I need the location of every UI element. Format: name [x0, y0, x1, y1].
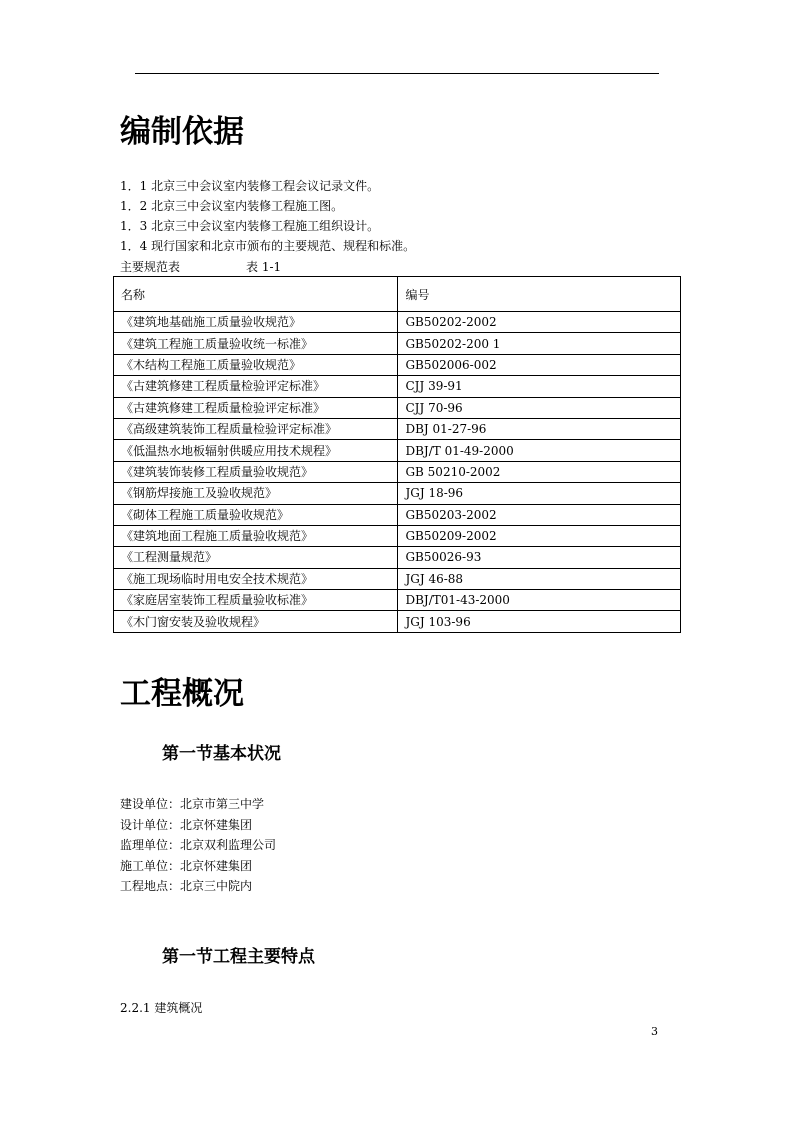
spec-name-cell: 《钢筋焊接施工及验收规范》: [114, 483, 398, 504]
spec-name-cell: 《施工现场临时用电安全技术规范》: [114, 568, 398, 589]
table-row: [114, 568, 681, 589]
unit-item: 监理单位：北京双利监理公司: [120, 838, 277, 852]
unit-item: 设计单位：北京怀建集团: [120, 817, 253, 832]
spec-code-cell: DBJ 01-27-96: [398, 418, 681, 439]
table-caption: [120, 259, 281, 275]
table-row: [114, 333, 681, 354]
table-row: [114, 461, 681, 482]
table-header-row: [114, 277, 681, 312]
spec-code-cell: JGJ 18-96: [398, 483, 681, 504]
table-header-code: 编号: [398, 277, 681, 312]
basis-list: [120, 176, 415, 256]
table-header-name: 名称: [114, 277, 398, 312]
spec-name-cell: 《砌体工程施工质量验收规范》: [114, 504, 398, 525]
table-row: [114, 376, 681, 397]
spec-name-cell: 《古建筑修建工程质量检验评定标准》: [114, 397, 398, 418]
basis-item: 1．2 北京三中会议室内装修工程施工图。: [120, 199, 344, 213]
table-row: [114, 418, 681, 439]
unit-item: 施工单位：北京怀建集团: [120, 858, 253, 873]
table-row: [114, 312, 681, 333]
spec-name-cell: 《家庭居室装饰工程质量验收标准》: [114, 590, 398, 611]
spec-name-cell: 《木门窗安装及验收规程》: [114, 611, 398, 632]
spec-code-cell: GB50209-2002: [398, 525, 681, 546]
spec-code-cell: CJJ 39-91: [398, 376, 681, 397]
heading-overview: 工程概况: [120, 676, 244, 712]
spec-code-cell: GB50202-2002: [398, 312, 681, 333]
spec-name-cell: 《建筑装饰装修工程质量验收规范》: [114, 461, 398, 482]
unit-item: 工程地点：北京三中院内: [120, 879, 253, 893]
section-features-title: 第一节工程主要特点: [162, 947, 315, 967]
table-row: [114, 440, 681, 461]
spec-table: [113, 276, 681, 633]
section-basic-title: 第一节基本状况: [162, 744, 281, 764]
table-row: [114, 525, 681, 546]
spec-name-cell: 《工程测量规范》: [114, 547, 398, 568]
unit-item: 建设单位：北京市第三中学: [120, 797, 265, 811]
page-number: 3: [651, 1025, 658, 1038]
basis-item: 1．1 北京三中会议室内装修工程会议记录文件。: [120, 179, 380, 193]
header-rule: [135, 73, 659, 74]
heading-basis: 编制依据: [120, 114, 244, 150]
spec-name-cell: 《古建筑修建工程质量检验评定标准》: [114, 376, 398, 397]
table-caption-title: 主要规范表: [120, 260, 181, 274]
subsection-title: 2.2.1 建筑概况: [120, 1001, 203, 1015]
spec-code-cell: JGJ 46-88: [398, 568, 681, 589]
table-row: [114, 547, 681, 568]
table-row: [114, 611, 681, 632]
spec-name-cell: 《木结构工程施工质量验收规范》: [114, 354, 398, 375]
spec-name-cell: 《低温热水地板辐射供暖应用技术规程》: [114, 440, 398, 461]
table-row: [114, 397, 681, 418]
spec-name-cell: 《建筑工程施工质量验收统一标准》: [114, 333, 398, 354]
spec-code-cell: DBJ/T 01-49-2000: [398, 440, 681, 461]
spec-code-cell: GB50026-93: [398, 547, 681, 568]
table-row: [114, 483, 681, 504]
spec-code-cell: GB502006-002: [398, 354, 681, 375]
table-caption-number: 表 1-1: [246, 260, 282, 274]
spec-code-cell: DBJ/T01-43-2000: [398, 590, 681, 611]
spec-code-cell: GB 50210-2002: [398, 461, 681, 482]
spec-name-cell: 《高级建筑装饰工程质量检验评定标准》: [114, 418, 398, 439]
basis-item: 1．4 现行国家和北京市颁布的主要规范、规程和标准。: [120, 239, 416, 253]
spec-name-cell: 《建筑地面工程施工质量验收规范》: [114, 525, 398, 546]
spec-code-cell: CJJ 70-96: [398, 397, 681, 418]
table-row: [114, 354, 681, 375]
table-row: [114, 590, 681, 611]
spec-name-cell: 《建筑地基础施工质量验收规范》: [114, 312, 398, 333]
spec-code-cell: JGJ 103-96: [398, 611, 681, 632]
table-row: [114, 504, 681, 525]
spec-code-cell: GB50203-2002: [398, 504, 681, 525]
spec-code-cell: GB50202-200 1: [398, 333, 681, 354]
basis-item: 1．3 北京三中会议室内装修工程施工组织设计。: [120, 219, 380, 233]
unit-list: [120, 794, 276, 897]
